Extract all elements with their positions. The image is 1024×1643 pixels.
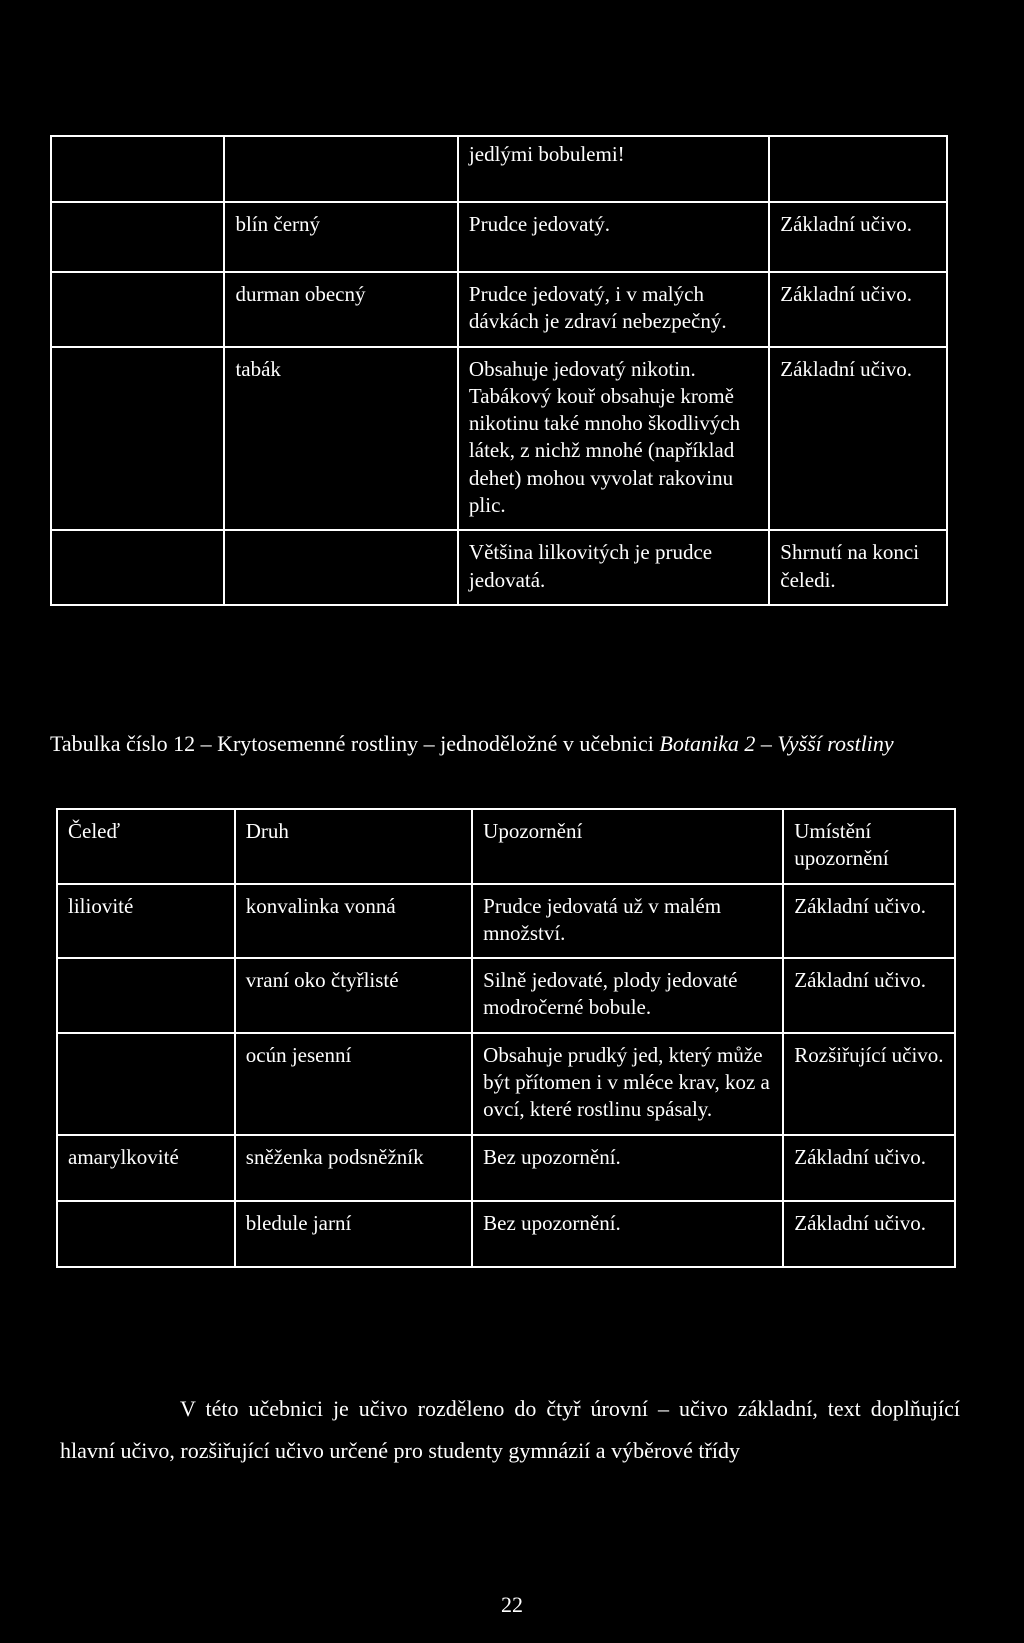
table-row bbox=[51, 530, 947, 605]
warning-cell: Prudce jedovatý, i v malých dávkách je zdraví nebezpečný. bbox=[458, 272, 769, 347]
warning-cell: Většina lilkovitých je prudce jedovatá. bbox=[458, 530, 769, 605]
species-cell bbox=[224, 530, 457, 605]
species-cell: vraní oko čtyřlisté bbox=[235, 958, 472, 1033]
table-row bbox=[51, 272, 947, 347]
body-paragraph: V této učebnici je učivo rozděleno do čtyř úrovní – učivo základní, text doplňující hlavní učivo, rozšiřující učivo určené pro studenty gymnázií a výběrové třídy bbox=[60, 1396, 960, 1463]
table-row bbox=[57, 958, 955, 1033]
species-cell: blín černý bbox=[224, 202, 457, 272]
placement-cell: Základní učivo. bbox=[769, 202, 947, 272]
warning-cell: Prudce jedovatý. bbox=[458, 202, 769, 272]
family-cell: liliovité bbox=[57, 884, 235, 959]
family-cell bbox=[51, 530, 224, 605]
placement-cell: Shrnutí na konci čeledi. bbox=[769, 530, 947, 605]
warning-cell: Silně jedovaté, plody jedovaté modročerné bobule. bbox=[472, 958, 783, 1033]
caption-book-title: Botanika 2 – Vyšší rostliny bbox=[659, 731, 894, 756]
placement-cell: Základní učivo. bbox=[783, 958, 955, 1033]
caption-text: Tabulka číslo 12 – Krytosemenné rostliny – jednoděložné v učebnici bbox=[50, 731, 660, 756]
header-placement: Umístění upozornění bbox=[783, 809, 955, 884]
table-row bbox=[57, 1201, 955, 1267]
family-cell: amarylkovité bbox=[57, 1135, 235, 1201]
table-caption bbox=[50, 727, 970, 761]
placement-cell bbox=[769, 136, 947, 202]
placement-cell: Základní učivo. bbox=[769, 347, 947, 531]
species-cell: sněženka podsněžník bbox=[235, 1135, 472, 1201]
placement-cell: Základní učivo. bbox=[769, 272, 947, 347]
warning-cell: Prudce jedovatá už v malém množství. bbox=[472, 884, 783, 959]
family-cell bbox=[51, 202, 224, 272]
warning-cell: Obsahuje jedovatý nikotin. Tabákový kouř obsahuje kromě nikotinu také mnoho škodlivých látek, z nichž mnohé (například dehet) mohou vyvolat rakovinu plic. bbox=[458, 347, 769, 531]
header-species: Druh bbox=[235, 809, 472, 884]
species-cell: tabák bbox=[224, 347, 457, 531]
family-cell bbox=[57, 1033, 235, 1135]
header-warning: Upozornění bbox=[472, 809, 783, 884]
placement-cell: Rozšiřující učivo. bbox=[783, 1033, 955, 1135]
family-cell bbox=[57, 958, 235, 1033]
warning-cell: Bez upozornění. bbox=[472, 1201, 783, 1267]
warning-cell: Obsahuje prudký jed, který může být přítomen i v mléce krav, koz a ovcí, které rostlinu spásaly. bbox=[472, 1033, 783, 1135]
placement-cell: Základní učivo. bbox=[783, 884, 955, 959]
table-row bbox=[51, 347, 947, 531]
header-family: Čeleď bbox=[57, 809, 235, 884]
family-cell bbox=[51, 347, 224, 531]
jednodelozne-table bbox=[56, 808, 956, 1268]
table-header-row bbox=[57, 809, 955, 884]
table-row bbox=[51, 136, 947, 202]
species-cell bbox=[224, 136, 457, 202]
species-cell: bledule jarní bbox=[235, 1201, 472, 1267]
table-row bbox=[57, 1135, 955, 1201]
family-cell bbox=[57, 1201, 235, 1267]
table-row bbox=[57, 884, 955, 959]
warning-cell: jedlými bobulemi! bbox=[458, 136, 769, 202]
lilkovite-table bbox=[50, 135, 948, 606]
placement-cell: Základní učivo. bbox=[783, 1135, 955, 1201]
placement-cell: Základní učivo. bbox=[783, 1201, 955, 1267]
warning-cell: Bez upozornění. bbox=[472, 1135, 783, 1201]
species-cell: konvalinka vonná bbox=[235, 884, 472, 959]
table-row bbox=[57, 1033, 955, 1135]
table-row bbox=[51, 202, 947, 272]
family-cell bbox=[51, 136, 224, 202]
page-number: 22 bbox=[501, 1592, 523, 1617]
species-cell: ocún jesenní bbox=[235, 1033, 472, 1135]
family-cell bbox=[51, 272, 224, 347]
species-cell: durman obecný bbox=[224, 272, 457, 347]
